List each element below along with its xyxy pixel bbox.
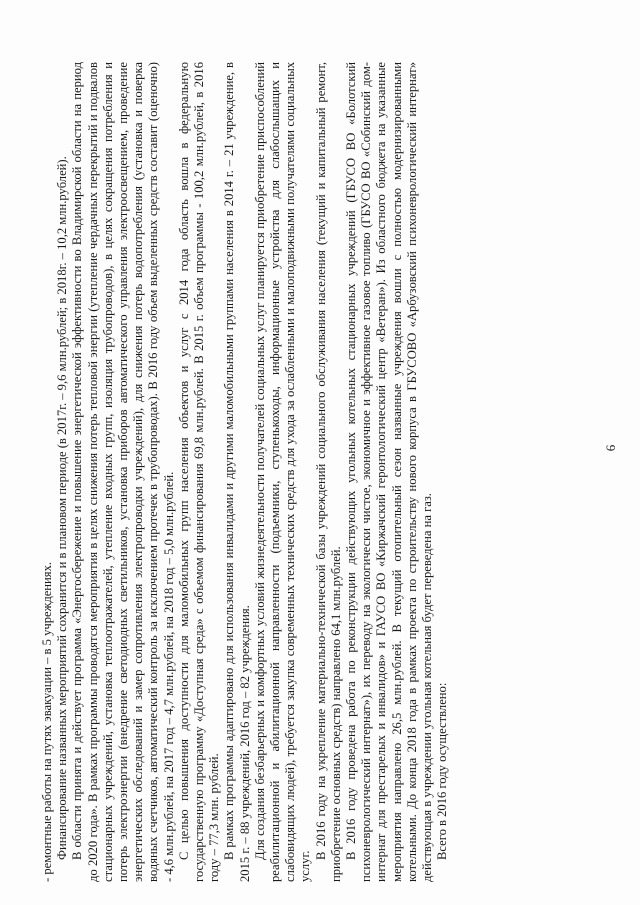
paragraph-2: Финансирование названных мероприятий сохранится и в плановом периоде (в 2017г. – 9,6 млн.рублей; в 2018г. – 10,2 млн.рублей). (55, 156, 70, 860)
page-number: 6 (603, 444, 618, 452)
paragraph-4: С целью повышения доступности для маломобильных групп населения объектов и услуг с 2014 года область вошла в федеральную государственную программу «Доступная среда» с объемом финансирования 69,8 млн.рублей. В 2015 г. объем программы - 100,2 млн.рублей, в 2016 году – 77,3 млн. рублей. (176, 62, 222, 882)
paragraph-3: В области принята и действует программа «Энергосбережение и повышение энергетической эффективности во Владимирской области на период до 2020 года». В рамках программы проводятся мероприятия в целях снижения потерь тепловой энергии (утепление чердачных перекрытий и подвалов стационарных учреждений, установка теплоотражателей, утепление входных групп, изоляция трубопроводов), в целях сокращения потребления и потерь электроэнергии (внедрение светодиодных светильников, установка приборов автоматического управления электроосвещением, проведение энергетических обследований и замер сопротивления электропроводки учреждений), для снижения потерь водопотребления (установка и поверка водяных счетчиков, автоматический контроль за исключением протечек в трубопроводах). В 2016 году объем выделенных средств составит (оценочно) - 4,6 млн.рублей, на 2017 год – 4,7 млн.рублей, на 2018 год – 5,0 млн.рублей. (70, 62, 176, 882)
paragraph-6: Для создания безбарьерных и комфортных условий жизнедеятельности получателей социальных услуг планируется приобретение приспособлений реабилитационной и абилитационной направленности (подъемники, ступенькоходы, информационные устройства для слабослышащих и слабовидящих людей), требуется закупка современных технических средств для ухода за ослабленными и малоподвижными получателями социальных услуг. (252, 62, 313, 882)
paragraph-7: В 2016 году на укрепление материально-технической базы учреждений социального обслуживания населения (текущий и капитальный ремонт, приобретение основных средств) направлено 64,1 млн.рублей. (313, 62, 343, 882)
paragraph-1: - ремонтные работы на путях эвакуации – в 5 учреждениях. (40, 561, 54, 882)
paragraph-8: В 2016 году проведена работа по реконструкции действующих угольных котельных стационарных учреждений (ГБУСО ВО «Болотский психоневрологический интернат»), их переводу на экологически чистое, экономичное и эффективное газовое топливо (ГБУСО ВО «Собинский дом-интернат для престарелых и инвалидов» и ГАУСО ВО «Киржачский геронтологический центр «Ветеран»). Из областного бюджета на указанные мероприятия направлено 26,5 млн.рублей. В текущий отопительный сезон названные учреждения вошли с полностью модернизированными котельными. До конца 2018 года в рамках проекта по строительству нового корпуса в ГБУСОВО «Арбузовский психоневрологический интернат» действующая в учреждении угольная котельная будет переведена на газ. (344, 62, 435, 882)
paragraph-9: Всего в 2016 году осуществлено: (435, 682, 450, 860)
rotated-text-block (40, 62, 600, 882)
body-text (40, 62, 600, 882)
paragraph-5: В рамках программы адаптировано для использования инвалидами и другими маломобильными группами населения в 2014 г. – 21 учреждение, в 2015 г. – 88 учреждений, 2016 год – 82 учреждения. (222, 62, 252, 882)
